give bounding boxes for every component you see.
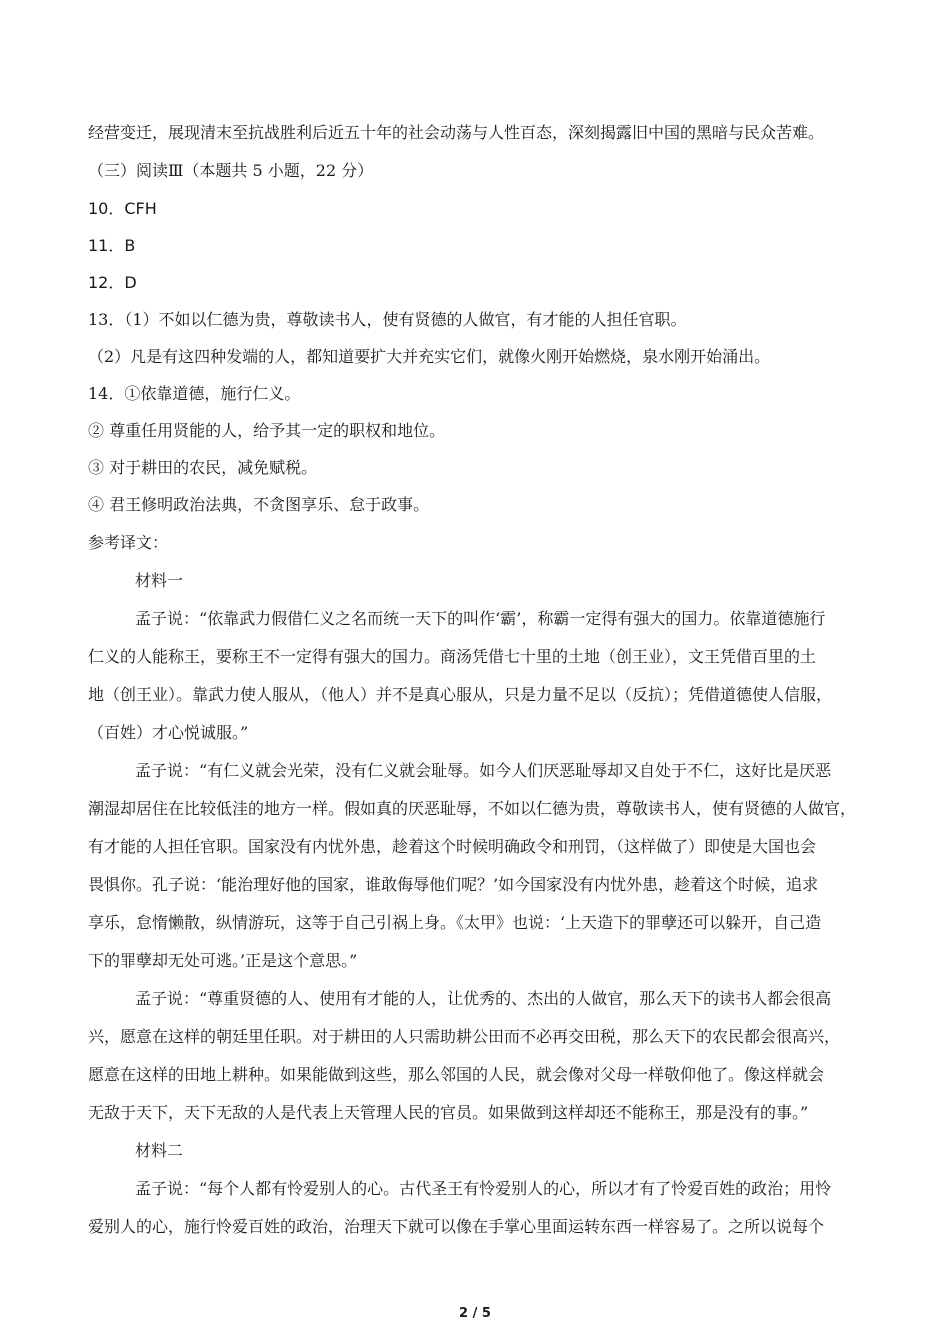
answer-q11: 11．B bbox=[88, 236, 136, 255]
material1-p1-line: 孟子说：“依靠武力假借仁义之名而统一天下的叫作‘霸’，称霸一定得有强大的国力。依靠道德施行 bbox=[135, 609, 826, 628]
section-heading: （三）阅读Ⅲ（本题共 5 小题，22 分） bbox=[88, 161, 374, 180]
material1-p1-line: 仁义的人能称王，要称王不一定得有强大的国力。商汤凭借七十里的土地（创王业），文王凭借百里的土 bbox=[88, 647, 817, 666]
material1-p3-line: 孟子说：“尊重贤德的人、使用有才能的人，让优秀的、杰出的人做官，那么天下的读书人都会很高 bbox=[135, 989, 832, 1008]
material2-title: 材料二 bbox=[135, 1141, 184, 1160]
answer-q12: 12．D bbox=[88, 273, 137, 292]
answer-q14-point4: ④ 君王修明政治法典，不贪图享乐、怠于政事。 bbox=[88, 495, 430, 514]
material1-p3-line: 无敌于天下，天下无敌的人是代表上天管理人民的官员。如果做到这样却还不能称王，那是没有的事。” bbox=[88, 1103, 809, 1122]
material1-p1-line: 地（创王业）。靠武力使人服从，（他人）并不是真心服从，只是力量不足以（反抗）；凭借道德使人信服， bbox=[88, 685, 833, 704]
material1-p2-line: 潮湿却居住在比较低洼的地方一样。假如真的厌恶耻辱，不如以仁德为贵，尊敬读书人，使有贤德的人做官， bbox=[88, 799, 857, 818]
material1-p2-line: 孟子说：“有仁义就会光荣，没有仁义就会耻辱。如今人们厌恶耻辱却又自处于不仁，这好比是厌恶 bbox=[135, 761, 832, 780]
material1-p1-line: （百姓）才心悦诚服。” bbox=[88, 723, 249, 742]
translation-label: 参考译文： bbox=[88, 533, 169, 552]
material1-p2-line: 畏惧你。孔子说：‘能治理好他的国家，谁敢侮辱他们呢？’如今国家没有内忧外患，趁着这个时候，追求 bbox=[88, 875, 819, 894]
material1-p2-line: 享乐，怠惰懒散，纵情游玩，这等于自己引祸上身。《太甲》也说：‘上天造下的罪孽还可以躲开，自己造 bbox=[88, 913, 822, 932]
answer-q10: 10．CFH bbox=[88, 199, 157, 218]
intro-paragraph-tail: 经营变迁，展现清末至抗战胜利后近五十年的社会动荡与人性百态，深刻揭露旧中国的黑暗与民众苦难。 bbox=[88, 123, 825, 142]
answer-q13-part2: （2）凡是有这四种发端的人，都知道要扩大并充实它们，就像火刚开始燃烧，泉水刚开始涌出。 bbox=[88, 347, 771, 366]
material1-p2-line: 有才能的人担任官职。国家没有内忧外患，趁着这个时候明确政令和刑罚，（这样做了）即使是大国也会 bbox=[88, 837, 817, 856]
answer-q14-point3: ③ 对于耕田的农民，减免赋税。 bbox=[88, 458, 318, 477]
material1-p2-line: 下的罪孽却无处可逃。’正是这个意思。” bbox=[88, 951, 358, 970]
material2-p1-line: 爱别人的心，施行怜爱百姓的政治，治理天下就可以像在手掌心里面运转东西一样容易了。之所以说每个 bbox=[88, 1217, 825, 1236]
answer-q13-part1: 13．（1）不如以仁德为贵，尊敬读书人，使有贤德的人做官，有才能的人担任官职。 bbox=[88, 310, 687, 329]
answer-q14-point2: ② 尊重任用贤能的人，给予其一定的职权和地位。 bbox=[88, 421, 446, 440]
material1-p3-line: 兴，愿意在这样的朝廷里任职。对于耕田的人只需助耕公田而不必再交田税，那么天下的农民都会很高兴， bbox=[88, 1027, 841, 1046]
material1-p3-line: 愿意在这样的田地上耕种。如果能做到这些，那么邻国的人民，就会像对父母一样敬仰他了。像这样就会 bbox=[88, 1065, 825, 1084]
page-number: 2 / 5 bbox=[459, 1306, 491, 1321]
material2-p1-line: 孟子说：“每个人都有怜爱别人的心。古代圣王有怜爱别人的心，所以才有了怜爱百姓的政治；用怜 bbox=[135, 1179, 832, 1198]
material1-title: 材料一 bbox=[135, 571, 184, 590]
answer-q14-point1: 14．①依靠道德，施行仁义。 bbox=[88, 384, 301, 403]
